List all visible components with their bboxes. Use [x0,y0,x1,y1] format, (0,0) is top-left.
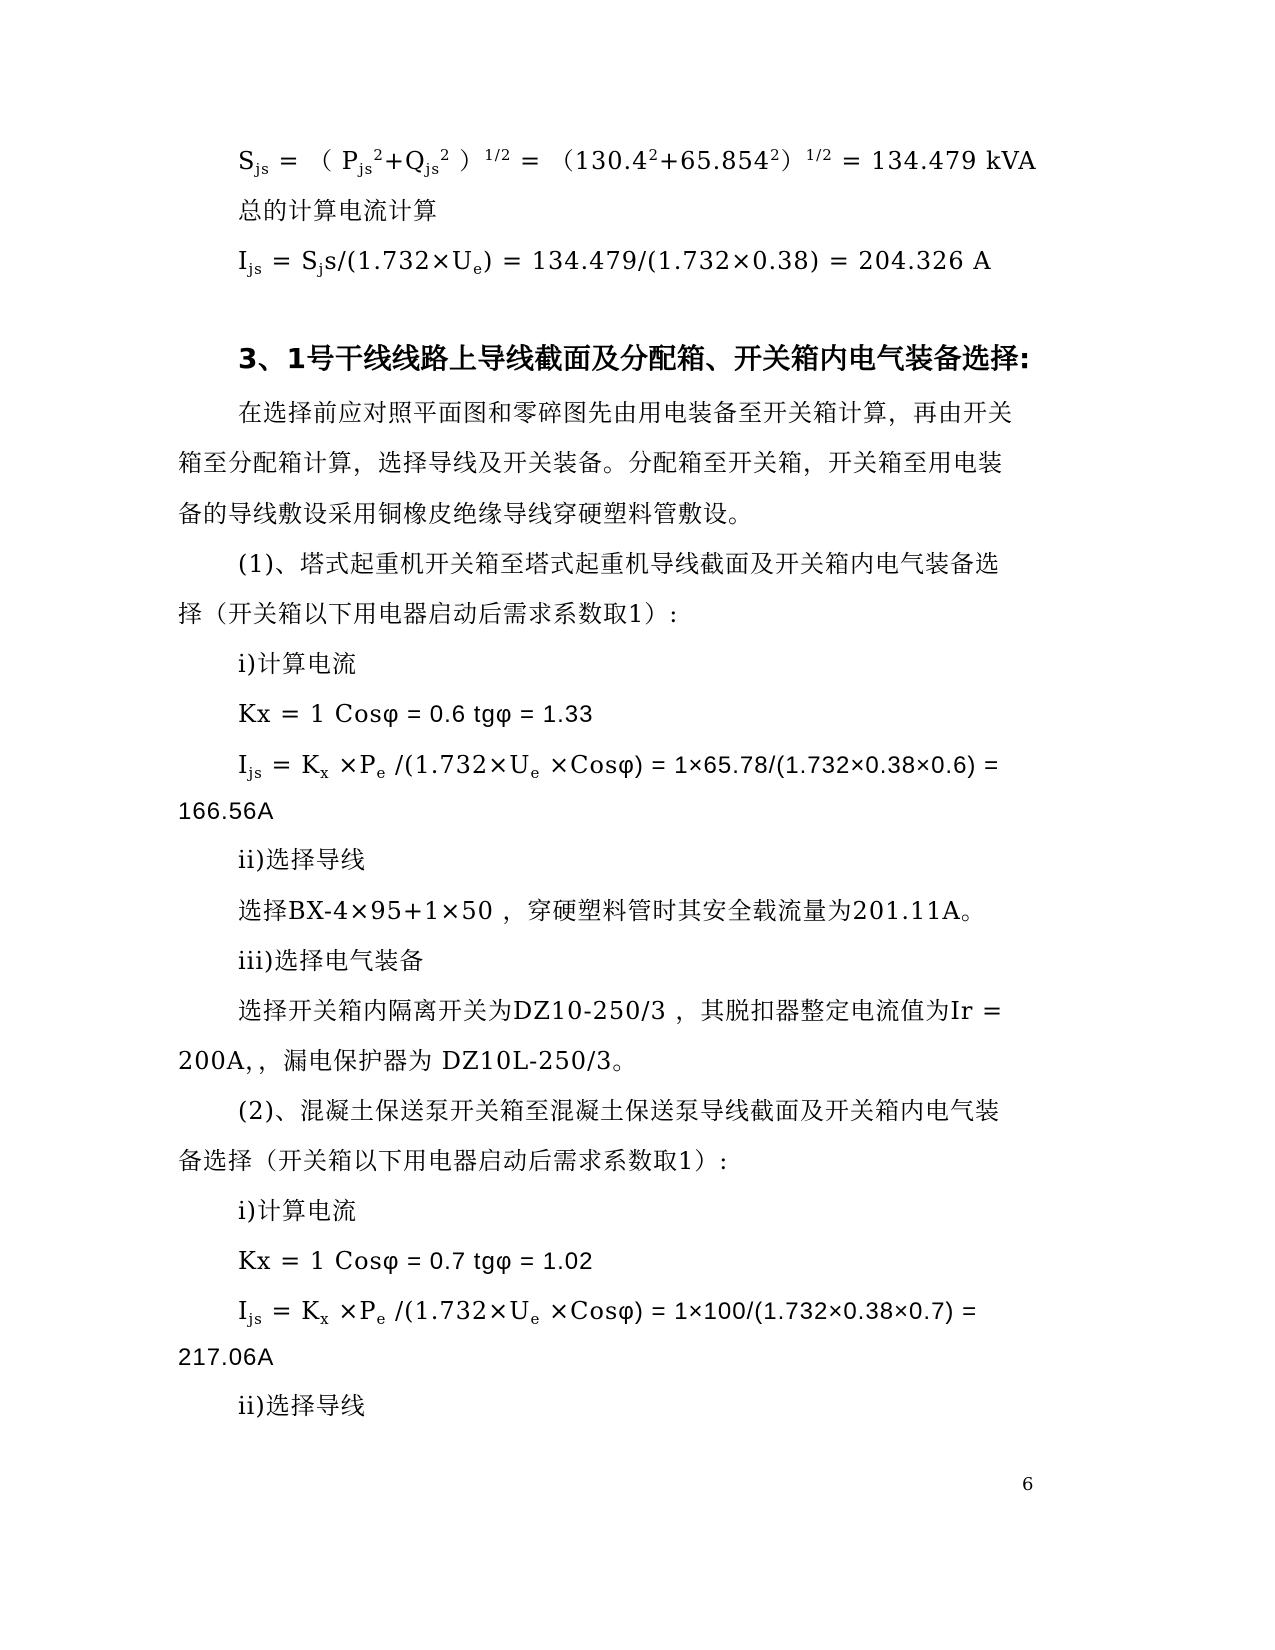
formula-part: ×P [329,1297,377,1325]
subscript: js [248,764,263,782]
formula-part: φ = 0.6 tgφ = 1.33 [382,701,594,728]
intro-line-2: 箱至分配箱计算，选择导线及开关装备。分配箱至开关箱，开关箱至用电装 [178,449,1003,477]
formula-part: Kx = 1 Cos [238,1247,383,1275]
formula-part: ） [450,147,485,175]
formula-result: ) = 134.479/(1.732×0.38) = 204.326 A [483,247,992,275]
subscript: e [530,1310,541,1328]
symbol: S [238,147,256,175]
sjs-formula [238,146,1037,176]
formula-part: ×P [329,751,377,779]
page-number: 6 [1022,1474,1034,1495]
subscript: js [248,260,263,278]
subscript: js [358,160,374,178]
item1-wire-label: ii)选择导线 [238,846,366,874]
total-current-label: 总的计算电流计算 [238,197,438,225]
subscript: e [376,1310,387,1328]
item1-title-line1: (1)、塔式起重机开关箱至塔式起重机导线截面及开关箱内电气装备选 [238,550,1000,578]
subscript: js [248,1310,263,1328]
formula-part: = K [262,1297,321,1325]
item1-ijs-result-wrap: 166.56A [178,798,275,825]
superscript: 1/2 [805,146,833,164]
formula-part: /(1.732×U [386,1297,531,1325]
formula-part: +Q [383,147,426,175]
superscript: 2 [648,146,659,164]
formula-part: ×Cos [540,751,619,779]
ijs-total-formula [238,246,992,276]
formula-part: s/(1.732×U [324,247,474,275]
formula-part: = S [262,247,319,275]
subscript: e [473,260,484,278]
formula-part: = K [262,751,321,779]
item2-wire-label: ii)选择导线 [238,1392,366,1420]
superscript: 1/2 [484,146,512,164]
subscript: e [376,764,387,782]
formula-result: φ) = 1×100/(1.732×0.38×0.7) = [618,1298,978,1325]
subscript: x [320,764,330,782]
intro-line-3: 备的导线敷设采用铜橡皮绝缘导线穿硬塑料管敷设。 [178,500,753,528]
item1-calc-label: i)计算电流 [238,650,358,678]
symbol: I [238,1297,249,1325]
item1-title-line2: 择（开关箱以下用电器启动后需求系数取1）: [178,600,679,628]
formula-part: +65.854 [658,147,771,175]
subscript: j [318,260,325,278]
formula-result: = 134.479 kVA [832,147,1037,175]
symbol: I [238,247,249,275]
superscript: 2 [770,146,781,164]
formula-result: φ) = 1×65.78/(1.732×0.38×0.6) = [618,752,1000,779]
formula-part: Kx = 1 Cos [238,700,383,728]
item2-ijs-result-wrap: 217.06A [178,1344,275,1371]
subscript: js [255,160,270,178]
formula-part: ） [780,147,806,175]
subscript: e [530,764,541,782]
formula-part: = （130.4 [511,147,649,175]
item1-equip-line1: 选择开关箱内隔离开关为DZ10-250/3 ，其脱扣器整定电流值为Ir = [238,997,1004,1025]
superscript: 2 [373,146,384,164]
subscript: x [320,1310,330,1328]
item2-title-line2: 备选择（开关箱以下用电器启动后需求系数取1）: [178,1147,729,1175]
symbol: I [238,751,249,779]
item1-kx-line [238,699,593,730]
item2-title-line1: (2)、混凝土保送泵开关箱至混凝土保送泵导线截面及开关箱内电气装 [238,1097,1000,1125]
item2-kx-line [238,1246,593,1277]
formula-part: φ = 0.7 tgφ = 1.02 [382,1248,594,1275]
intro-line-1: 在选择前应对照平面图和零碎图先由用电装备至开关箱计算，再由开关 [238,399,1013,427]
superscript: 2 [440,146,451,164]
item1-equip-label: iii)选择电气装备 [238,947,425,975]
subscript: js [425,160,441,178]
formula-part: = （ P [269,147,359,175]
item1-wire-text: 选择BX-4×95+1×50 ，穿硬塑料管时其安全载流量为201.11A。 [238,897,986,925]
formula-part: /(1.732×U [386,751,531,779]
item1-equip-line2: 200A，，漏电保护器为 DZ10L-250/3。 [178,1047,638,1075]
formula-part: ×Cos [540,1297,619,1325]
item2-calc-label: i)计算电流 [238,1197,358,1225]
item2-ijs-formula [238,1296,977,1327]
item1-ijs-formula [238,750,999,781]
section-heading: 3、1号干线线路上导线截面及分配箱、开关箱内电气装备选择: [238,342,1031,375]
